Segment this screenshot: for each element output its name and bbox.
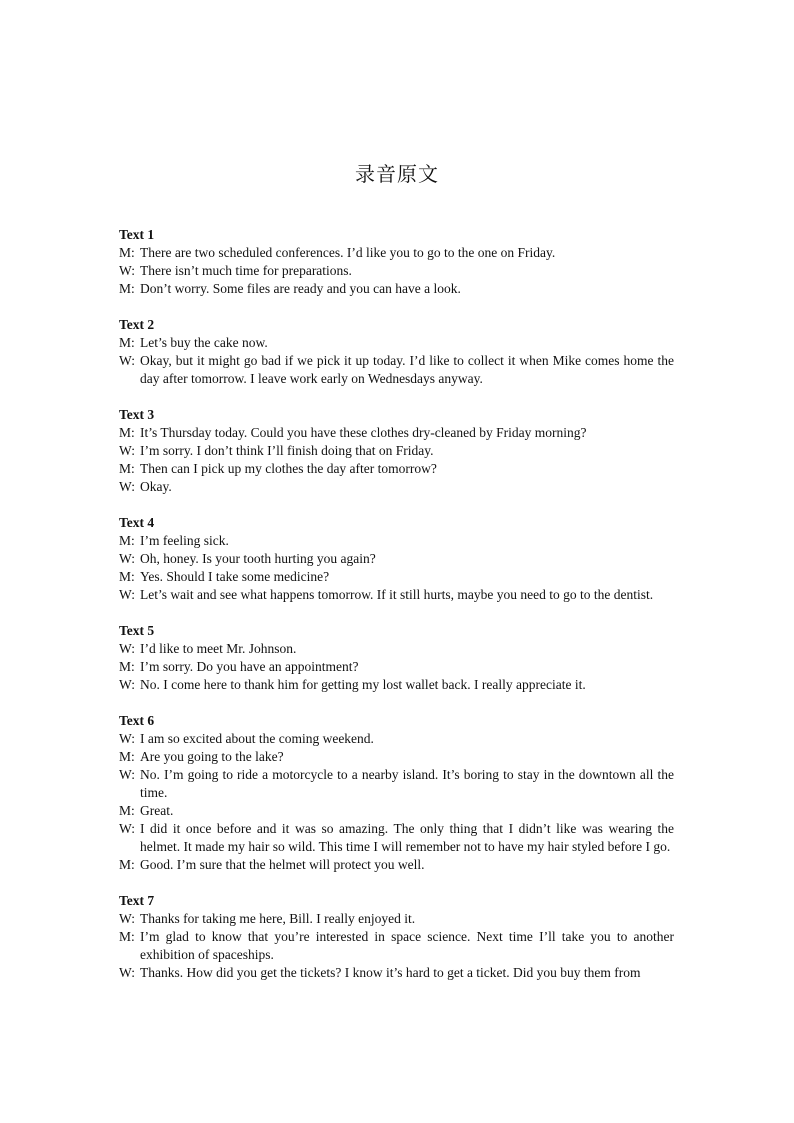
speaker-label: M: [119,857,135,872]
dialogue-line [119,478,674,496]
section-heading: Text 1 [119,227,155,242]
dialogue-line [119,748,674,766]
dialogue-line [119,964,674,982]
dialogue-line [119,802,674,820]
dialogue-line [119,262,674,280]
dialogue-line [119,910,674,928]
utterance-text: No. I come here to thank him for getting my lost wallet back. I really appreciate it. [140,677,586,692]
page-title: 录音原文 [355,162,439,186]
speaker-label: M: [119,281,135,296]
dialogue-line [119,586,674,604]
utterance-text: Great. [140,803,174,818]
utterance-text: Good. I’m sure that the helmet will protect you well. [140,857,425,872]
utterance-text: Oh, honey. Is your tooth hurting you again? [140,551,376,566]
dialogue-line [119,730,674,748]
dialogue-line [119,820,674,856]
transcript-section [119,712,674,874]
section-heading: Text 6 [119,713,155,728]
utterance-text: Okay. [140,479,172,494]
speaker-label: W: [119,677,135,692]
section-heading: Text 2 [119,317,155,332]
utterance-text: I’m feeling sick. [140,533,229,548]
speaker-label: W: [119,641,135,656]
transcript-section [119,226,674,298]
utterance-text: Yes. Should I take some medicine? [140,569,330,584]
speaker-label: M: [119,335,135,350]
utterance-text: Don’t worry. Some files are ready and you can have a look. [140,281,461,296]
speaker-label: M: [119,749,135,764]
speaker-label: M: [119,803,135,818]
speaker-label: W: [119,263,135,278]
speaker-label: M: [119,461,135,476]
speaker-label: M: [119,425,135,440]
dialogue-line [119,928,674,964]
speaker-label: W: [119,821,135,836]
dialogue-line [119,766,674,802]
section-heading: Text 5 [119,623,155,638]
dialogue-line [119,334,674,352]
dialogue-line [119,568,674,586]
utterance-text: No. I’m going to ride a motorcycle to a nearby island. It’s boring to stay in the downtown all the time. [140,767,674,800]
dialogue-line [119,856,674,874]
transcript-section [119,892,674,982]
speaker-label: W: [119,479,135,494]
utterance-text: It’s Thursday today. Could you have these clothes dry-cleaned by Friday morning? [140,425,587,440]
dialogue-line [119,352,674,388]
dialogue-line [119,424,674,442]
dialogue-line [119,658,674,676]
speaker-label: W: [119,731,135,746]
speaker-label: M: [119,659,135,674]
speaker-label: W: [119,965,135,980]
utterance-text: I did it once before and it was so amazing. The only thing that I didn’t like was wearing the helmet. It made my hair so wild. This time I will remember not to have my hair styled before I go. [140,821,674,854]
transcript-section [119,406,674,496]
speaker-label: W: [119,911,135,926]
utterance-text: I’m glad to know that you’re interested in space science. Next time I’ll take you to another exhibition of spaceships. [140,929,674,962]
speaker-label: M: [119,245,135,260]
transcript-body [119,226,674,1000]
speaker-label: W: [119,353,135,368]
section-heading: Text 7 [119,893,155,908]
section-heading: Text 4 [119,515,155,530]
dialogue-line [119,280,674,298]
transcript-section [119,622,674,694]
speaker-label: W: [119,551,135,566]
utterance-text: Thanks. How did you get the tickets? I know it’s hard to get a ticket. Did you buy them from [140,965,641,980]
utterance-text: I’m sorry. Do you have an appointment? [140,659,359,674]
section-heading: Text 3 [119,407,155,422]
utterance-text: There isn’t much time for preparations. [140,263,352,278]
dialogue-line [119,676,674,694]
transcript-section [119,316,674,388]
speaker-label: W: [119,767,135,782]
utterance-text: Let’s buy the cake now. [140,335,268,350]
utterance-text: I am so excited about the coming weekend. [140,731,374,746]
utterance-text: Are you going to the lake? [140,749,284,764]
speaker-label: M: [119,533,135,548]
transcript-section [119,514,674,604]
dialogue-line [119,442,674,460]
speaker-label: M: [119,569,135,584]
utterance-text: I’d like to meet Mr. Johnson. [140,641,297,656]
dialogue-line [119,532,674,550]
speaker-label: W: [119,443,135,458]
dialogue-line [119,460,674,478]
dialogue-line [119,550,674,568]
dialogue-line [119,640,674,658]
speaker-label: M: [119,929,135,944]
utterance-text: Okay, but it might go bad if we pick it up today. I’d like to collect it when Mike comes home the day after tomorrow. I leave work early on Wednesdays anyway. [140,353,674,386]
utterance-text: There are two scheduled conferences. I’d like you to go to the one on Friday. [140,245,556,260]
speaker-label: W: [119,587,135,602]
dialogue-line [119,244,674,262]
utterance-text: I’m sorry. I don’t think I’ll finish doing that on Friday. [140,443,434,458]
utterance-text: Thanks for taking me here, Bill. I really enjoyed it. [140,911,416,926]
utterance-text: Let’s wait and see what happens tomorrow. If it still hurts, maybe you need to go to the dentist. [140,587,654,602]
utterance-text: Then can I pick up my clothes the day after tomorrow? [140,461,437,476]
